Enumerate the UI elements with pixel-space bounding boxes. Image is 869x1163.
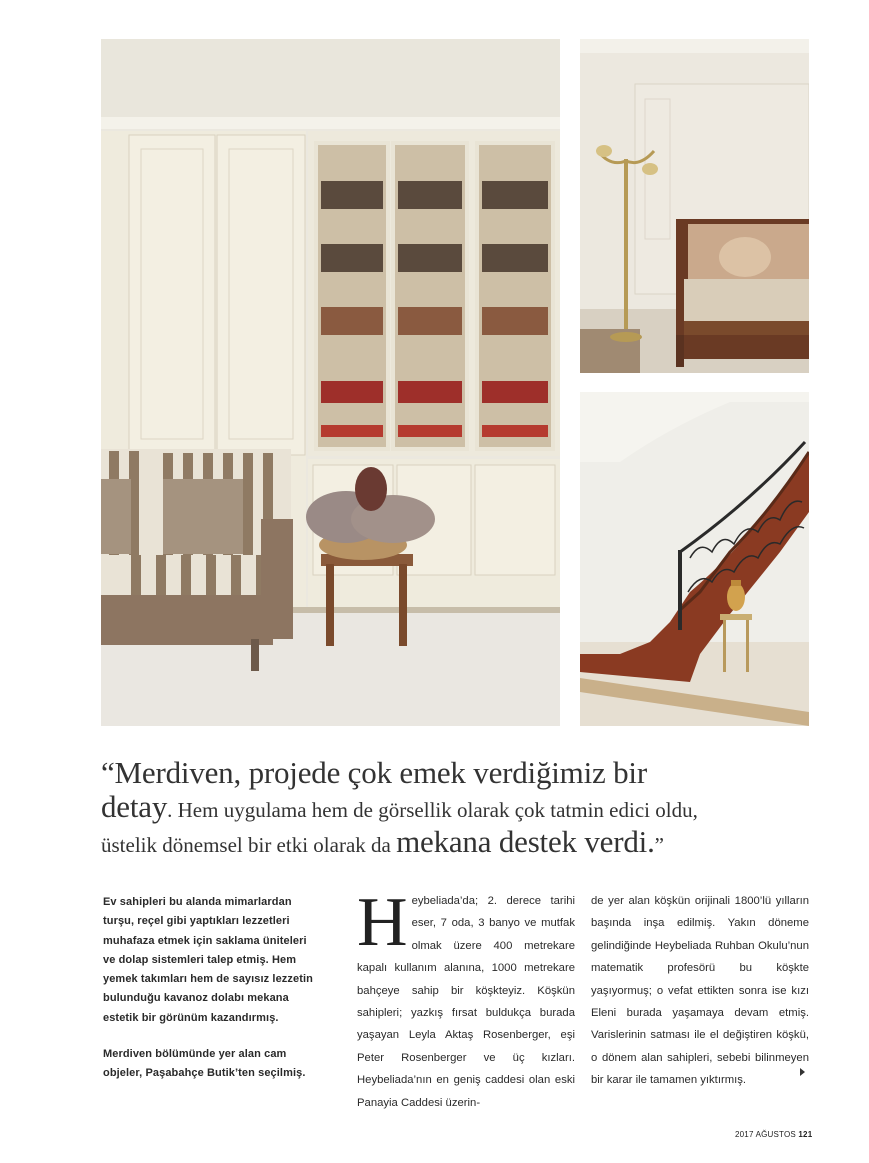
page-folio bbox=[735, 1130, 812, 1139]
quote-emphasis-mekana: mekana destek verdi. bbox=[396, 824, 655, 859]
drop-cap: H bbox=[357, 884, 408, 961]
caption-paragraph-2: Merdiven bölümünde yer alan cam objeler, Paşabahçe Butik’ten seçilmiş. bbox=[103, 1048, 306, 1080]
body-text-1: eybeliada’da; 2. derece tarihi eser, 7 oda, 3 banyo ve mutfak olmak üzere 400 metrekare kapalı kullanım alanına, 1000 metrekare bahçeye sahip bir köşkteyiz. Köşkün sahipleri; yazkış fırsat buldukça burada yaşayan Leyla Aktaş Rosenberger, eşi Peter Rosenberger ve üç kızları. Heybeliada’nın en geniş caddesi olan eski Panayia Caddesi üzerin- bbox=[357, 895, 575, 1109]
photo-caption bbox=[103, 893, 315, 1101]
caption-paragraph-1: Ev sahipleri bu alanda mimarlardan turşu, reçel gibi yaptıkları lezzetleri muhafaza etmek için saklama üniteleri ve dolap sistemleri talep etmiş. Hem yemek takımları hem de sayısız lezzetin bulunduğu kavanoz dolabı mekana estetik bir görünüm kazandırmış. bbox=[103, 896, 313, 1024]
folio-issue: 2017 AĞUSTOS bbox=[735, 1130, 796, 1139]
continue-arrow-icon bbox=[800, 1068, 805, 1076]
photo-antique-sofa bbox=[580, 39, 809, 373]
quote-line-1: “Merdiven, projede çok emek verdiğimiz bir bbox=[101, 755, 647, 790]
photo-kitchen-cabinets bbox=[101, 39, 560, 726]
page-number: 121 bbox=[798, 1130, 813, 1139]
quote-emphasis-detay: detay bbox=[101, 789, 168, 824]
body-column-2 bbox=[591, 890, 809, 1092]
body-text-2: de yer alan köşkün orijinali 1800’lü yılların başında inşa edilmiş. Yakın döneme gelindiğinde Heybeliada Ruhban Okulu’nun matematik profesörü bu köşkte yaşıyormuş; o vefat ettikten sonra ise kızı Eleni burada yaşamaya devam etmiş. Varislerinin satması ile el değiştiren köşkü, o dönem alan sahipleri, sebebi bilinmeyen bir karar ile tamamen yıktırmış. bbox=[591, 895, 809, 1087]
pull-quote bbox=[101, 756, 801, 860]
photo-staircase bbox=[580, 392, 809, 726]
quote-line-3: üstelik dönemsel bir etki olarak da bbox=[101, 833, 397, 857]
body-column-1 bbox=[357, 884, 575, 1114]
quote-close-mark: ” bbox=[654, 833, 664, 857]
quote-line-2: . Hem uygulama hem de görsellik olarak çok tatmin edici oldu, bbox=[167, 798, 698, 822]
